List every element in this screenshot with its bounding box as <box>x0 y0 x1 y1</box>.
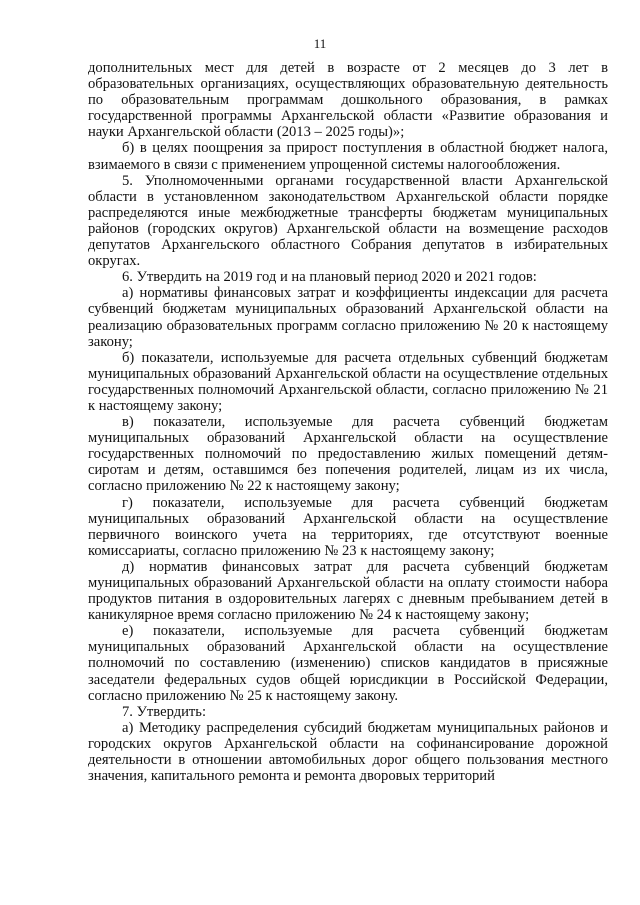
paragraph-section-5: 5. Уполномоченными органами государственной власти Архангельской области в установленном законодательством Архангельской области порядке распределяются иные межбюджетные трансферты бюджетам муниципальных районов (городских округов) Архангельской области на возмещение расходов депутатов Архангельского областного Собрания депутатов в избирательных округах. <box>88 172 608 270</box>
paragraph-continuation: дополнительных мест для детей в возрасте от 2 месяцев до 3 лет в образовательных организациях, осуществляющих образовательную деятельность по образовательным программам дошкольного образования, в рамках государственной программы Архангельской области «Развитие образования и науки Архангельской области (2013 – 2025 годы)»; <box>88 60 608 141</box>
paragraph-section-7: 7. Утвердить: <box>122 703 207 720</box>
document-body <box>88 60 608 784</box>
paragraph-section-6-item-d: д) норматив финансовых затрат для расчета субвенций бюджетам муниципальных образований Архангельской области на оплату стоимости набора продуктов питания в оздоровительных лагерях с дневным пребыванием детей в каникулярное время согласно приложению № 24 к настоящему закону; <box>88 558 608 624</box>
paragraph-section-6-item-a: а) нормативы финансовых затрат и коэффициенты индексации для расчета субвенций бюджетам муниципальных образований Архангельской области на реализацию образовательных программ согласно приложению № 20 к настоящему закону; <box>88 285 608 350</box>
paragraph-section-6: 6. Утвердить на 2019 год и на плановый период 2020 и 2021 годов: <box>122 269 537 286</box>
paragraph-section-6-item-g: г) показатели, используемые для расчета субвенций бюджетам муниципальных образований Архангельской области на осуществление первичного воинского учета на территориях, где отсутствуют военные комиссариаты, согласно приложению № 23 к настоящему закону; <box>88 494 608 559</box>
paragraph-item-b-tax-incentive: б) в целях поощрения за прирост поступления в областной бюджет налога, взимаемого в связи с применением упрощенной системы налогообложения. <box>88 140 608 173</box>
page-number: 11 <box>313 36 327 51</box>
paragraph-section-6-item-b: б) показатели, используемые для расчета отдельных субвенций бюджетам муниципальных образований Архангельской области на осуществление отдельных государственных полномочий Архангельской области, согласно приложению № 21 к настоящему закону; <box>88 349 608 414</box>
paragraph-section-6-item-e: е) показатели, используемые для расчета субвенций бюджетам муниципальных образований Архангельской области на осуществление полномочий по составлению (изменению) списков кандидатов в присяжные заседатели федеральных судов общей юрисдикции в Российской Федерации, согласно приложению № 25 к настоящему закону. <box>88 623 608 704</box>
paragraph-section-7-item-a: а) Методику распределения субсидий бюджетам муниципальных районов и городских округов Архангельской области на софинансирование дорожной деятельности в отношении автомобильных дорог общего пользования местного значения, капитального ремонта и ремонта дворовых территорий <box>88 719 608 785</box>
paragraph-section-6-item-v: в) показатели, используемые для расчета субвенций бюджетам муниципальных образований Архангельской области на осуществление государственных полномочий по предоставлению жилых помещений детям-сиротам и детям, оставшимся без попечения родителей, лицам из их числа, согласно приложению № 22 к настоящему закону; <box>88 414 608 495</box>
